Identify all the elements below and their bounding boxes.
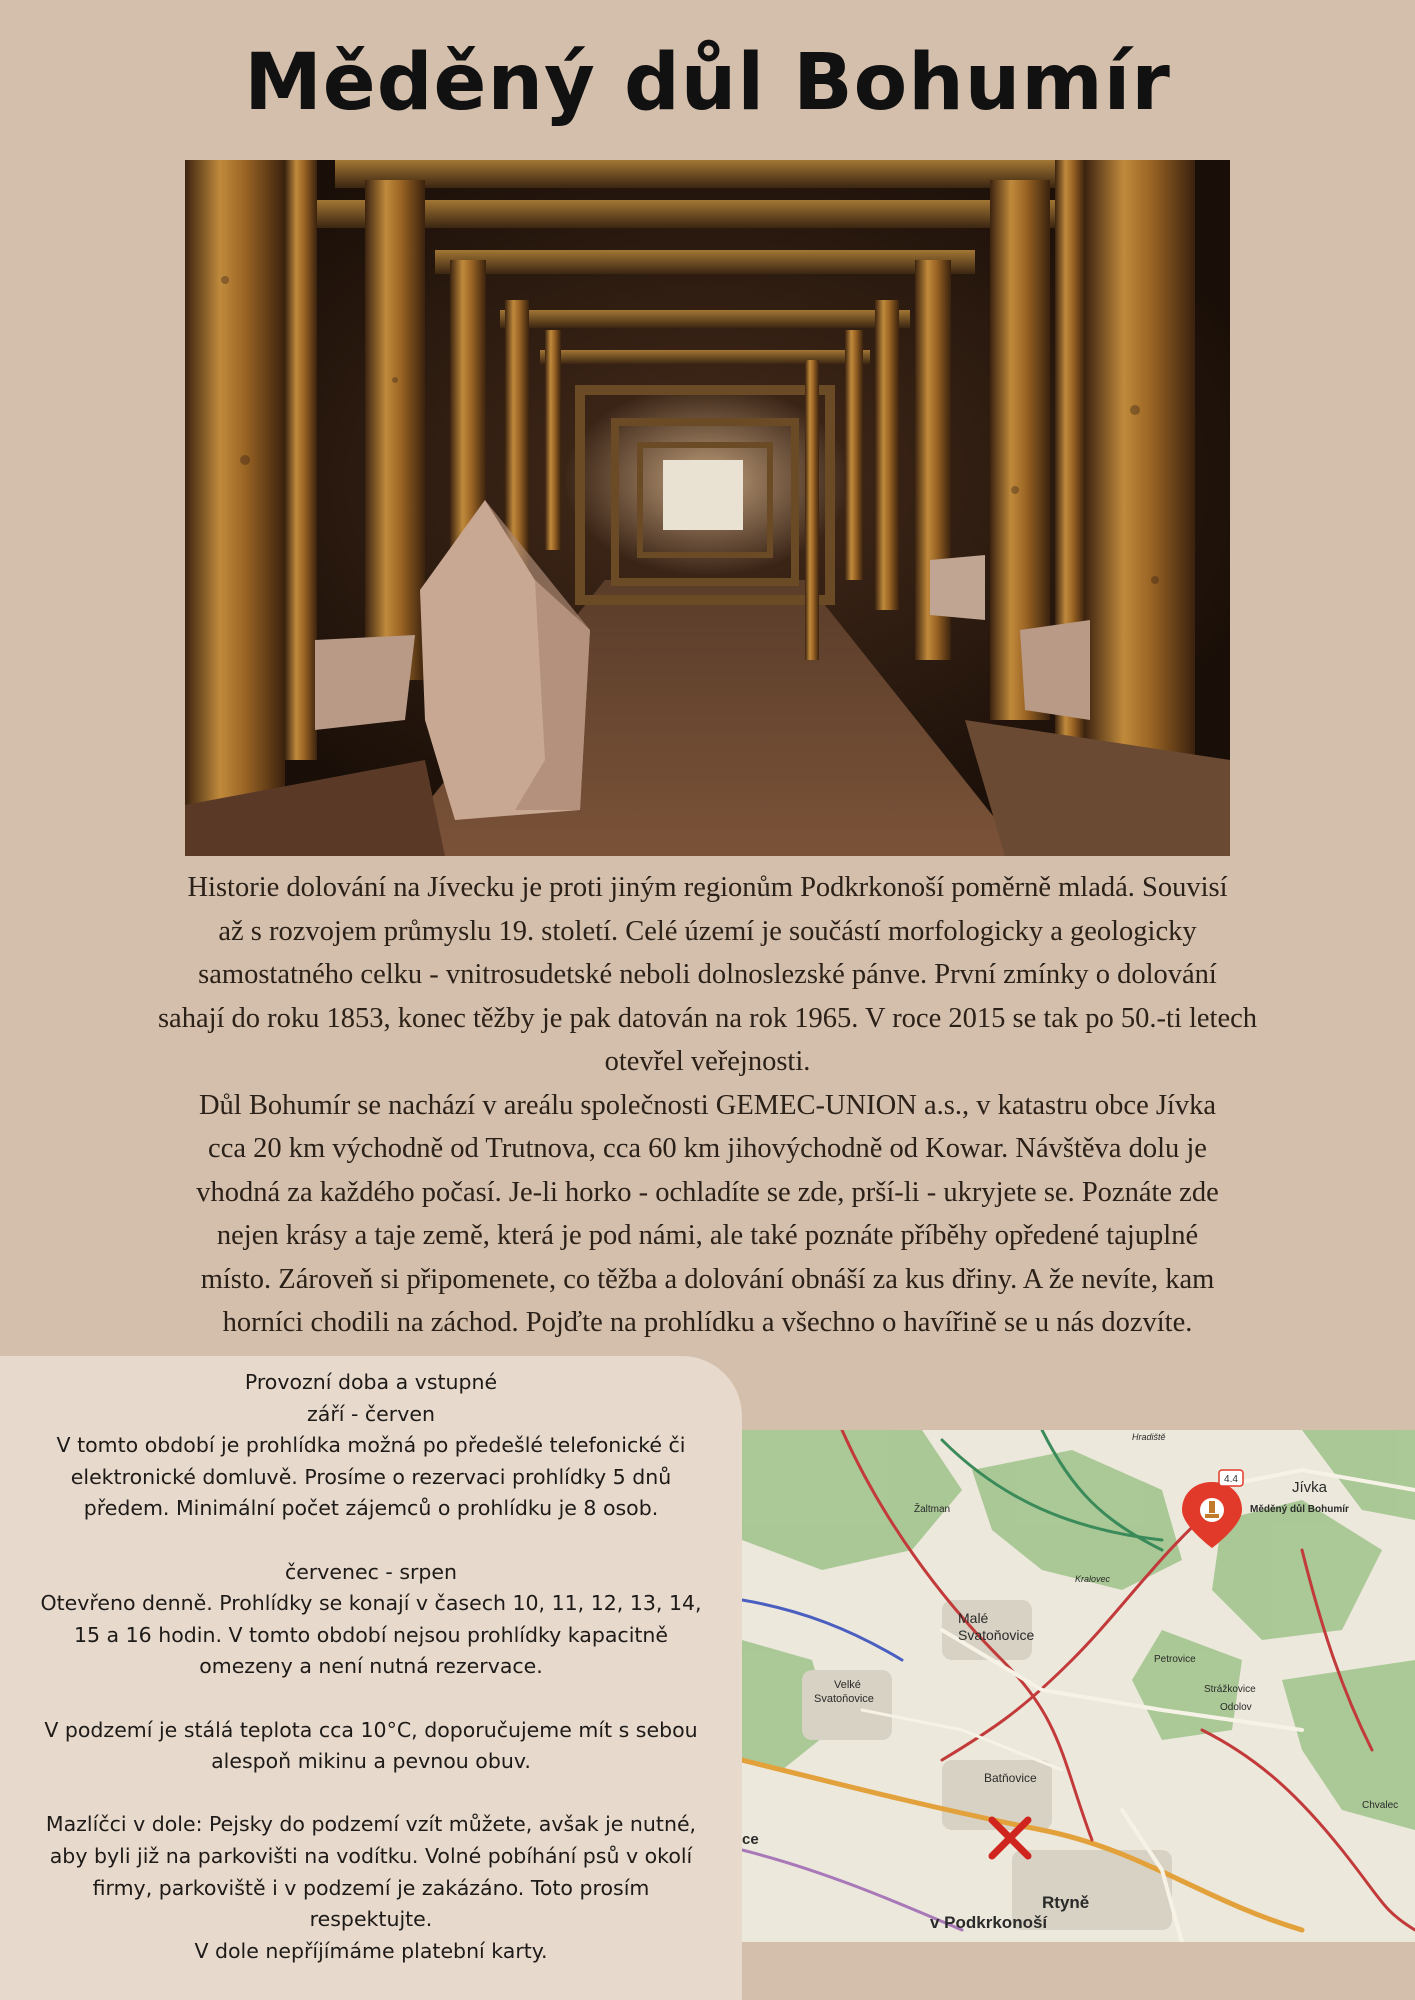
page-title: Měděný důl Bohumír bbox=[244, 38, 1171, 128]
map-label-velke-1: Velké bbox=[834, 1679, 861, 1691]
opening-hours-heading: Provozní doba a vstupné bbox=[244, 1370, 498, 1394]
text-line: Otevřeno denně. Prohlídky se konají v časech 10, 11, 12, 13, 14, bbox=[40, 1591, 702, 1616]
map-label-zaltman: Žaltman bbox=[914, 1504, 951, 1515]
text-line: respektujte. bbox=[309, 1907, 433, 1932]
text-line: nejen krásy a taje země, která je pod námi, ale také poznáte příběhy opředené tajuplné bbox=[216, 1220, 1199, 1251]
text-line: samostatného celku - vnitrosudetské neboli dolnoslezské pánve. První zmínky o dolování bbox=[198, 959, 1217, 990]
text-line: horníci chodili na záchod. Pojďte na prohlídku a všechno o havířině se u nás dozvíte. bbox=[222, 1307, 1193, 1338]
map-label-strazkovice: Strážkovice bbox=[1204, 1684, 1256, 1695]
map-label-batnovice: Batňovice bbox=[984, 1771, 1037, 1785]
text-line: Důl Bohumír se nachází v areálu společnosti GEMEC-UNION a.s., v katastru obce Jívka bbox=[198, 1089, 1217, 1121]
location-map[interactable] bbox=[742, 1430, 1415, 1942]
map-label-poi: Měděný důl Bohumír bbox=[1250, 1504, 1349, 1515]
text-line: místo. Zároveň si připomenete, co těžba a dolování obnáší za kus dřiny. A že nevíte, kam bbox=[200, 1263, 1215, 1295]
text-line: firmy, parkoviště i v podzemí je zakázáno. Toto prosím bbox=[92, 1875, 650, 1900]
poi-rating: 4.4 bbox=[1224, 1474, 1238, 1485]
intro-paragraph-location bbox=[100, 1084, 1315, 1345]
map-label-hradiste: Hradiště bbox=[1132, 1432, 1166, 1442]
text-line: Historie dolování na Jívecku je proti jiným regionům Podkrkonoší poměrně mladá. Souvisí bbox=[187, 872, 1228, 903]
text-line: elektronické domluvě. Prosíme o rezervaci prohlídky 5 dnů bbox=[70, 1464, 672, 1489]
text-line: vhodná za každého počasí. Je-li horko - ochladíte se zde, prší-li - ukryjete se. Poznáte zde bbox=[196, 1176, 1219, 1208]
map-label-rtyne-2: v Podkrkonoší bbox=[930, 1913, 1048, 1932]
opening-hours-panel bbox=[0, 1356, 742, 2000]
text-line: V dole nepříjímáme platební karty. bbox=[194, 1938, 548, 1963]
text-line: 15 a 16 hodin. V tomto období nejsou prohlídky kapacitně bbox=[73, 1622, 669, 1647]
text-line: Mazlíčci v dole: Pejsky do podzemí vzít můžete, avšak je nutné, bbox=[45, 1812, 697, 1837]
map-label-kralovec: Kralovec bbox=[1075, 1574, 1111, 1584]
text-line: omezeny a není nutná rezervace. bbox=[199, 1654, 543, 1679]
text-line: sahají do roku 1853, konec těžby je pak datován na rok 1965. V roce 2015 se tak po 50.-ti letech bbox=[157, 1002, 1258, 1034]
map-label-male-1: Malé bbox=[958, 1610, 989, 1626]
map-label-petrovice: Petrovice bbox=[1154, 1654, 1196, 1665]
spacer bbox=[0, 1525, 742, 1557]
map-label-velke-2: Svatoňovice bbox=[814, 1693, 874, 1705]
spacer bbox=[0, 1778, 742, 1810]
map-label-odolov: Odolov bbox=[1220, 1702, 1252, 1713]
intro-text bbox=[100, 866, 1315, 1345]
text-line: V tomto období je prohlídka možná po předešlé telefonické či bbox=[56, 1433, 686, 1458]
text-line: předem. Minimální počet zájemců o prohlídku je 8 osob. bbox=[83, 1496, 659, 1521]
map-label-jivka: Jívka bbox=[1292, 1479, 1328, 1496]
map-label-rtyne-1: Rtyně bbox=[1042, 1893, 1090, 1912]
text-line: otevřel veřejnosti. bbox=[604, 1046, 811, 1077]
map-label-male-2: Svatoňovice bbox=[958, 1627, 1035, 1643]
text-line: alespoň mikinu a pevnou obuv. bbox=[211, 1749, 531, 1774]
intro-paragraph-history bbox=[100, 866, 1315, 1084]
text-line: cca 20 km východně od Trutnova, cca 60 km jihovýchodně od Kowar. Návštěva dolu je bbox=[208, 1133, 1207, 1164]
spacer bbox=[0, 1683, 742, 1715]
season-label-sep-jun: září - červen bbox=[307, 1401, 435, 1426]
text-line: aby byli již na parkovišti na vodítku. Volné pobíhání psů v okolí bbox=[49, 1843, 693, 1868]
mine-tunnel-photo bbox=[185, 160, 1230, 856]
text-line: až s rozvojem průmyslu 19. století. Celé území je součástí morfologicky a geologicky bbox=[218, 915, 1197, 947]
text-line: V podzemí je stálá teplota cca 10°C, doporučujeme mít s sebou bbox=[44, 1717, 698, 1742]
season-label-jul-aug: červenec - srpen bbox=[284, 1559, 458, 1584]
map-label-chvalec: Chvalec bbox=[1362, 1800, 1399, 1811]
map-label-edge: ce bbox=[742, 1831, 759, 1848]
